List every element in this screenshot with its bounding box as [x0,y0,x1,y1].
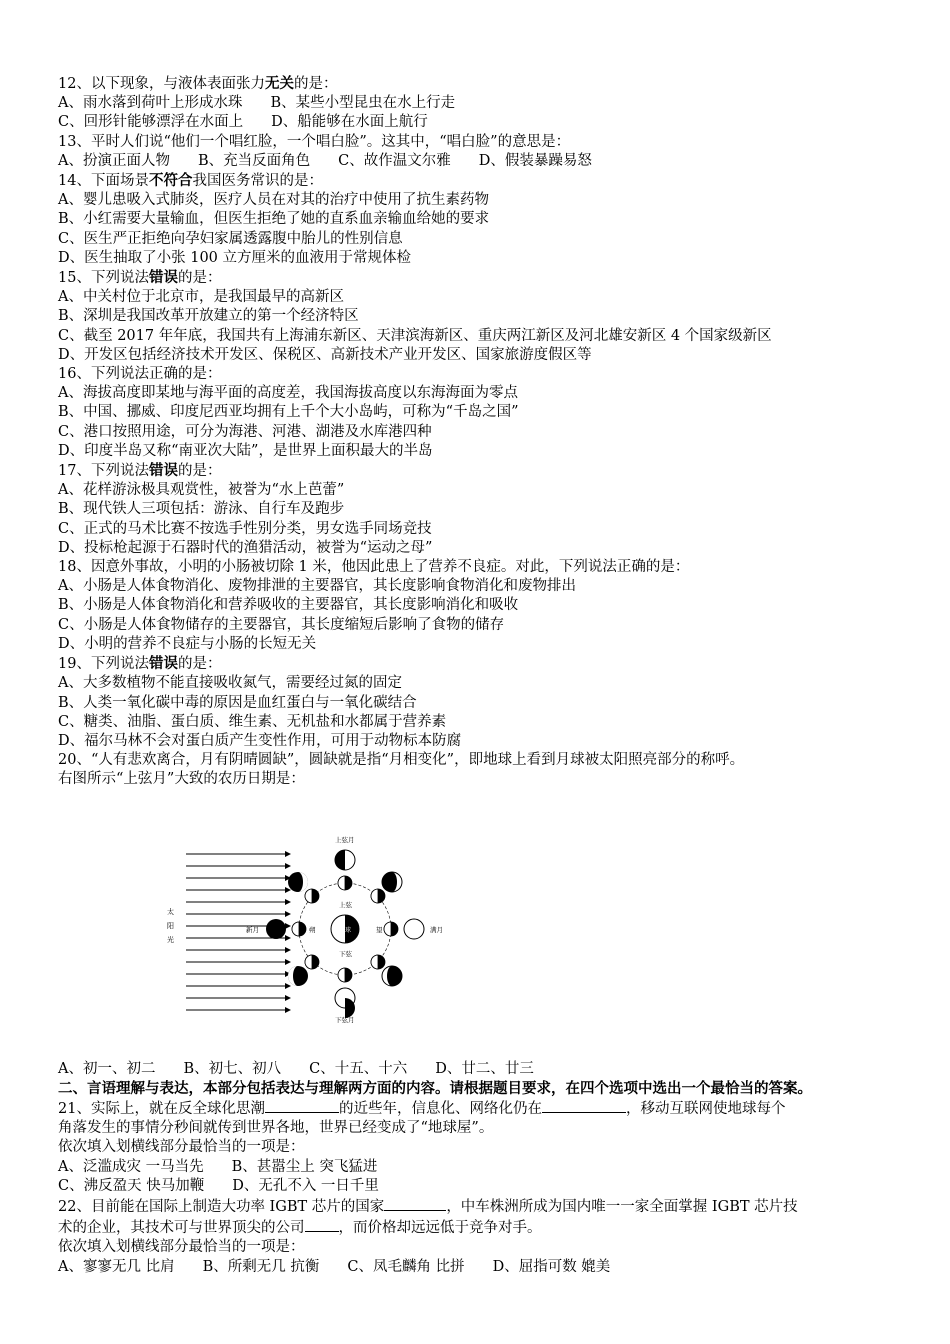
option-a: A、扮演正面人物 [58,152,170,169]
stem-emphasis: 错误 [148,462,178,480]
question-12-stem [58,74,898,94]
moon-icon [371,955,385,969]
label-wang: 望 [376,925,383,934]
first-quarter-moon-icon [335,850,355,870]
question-12-options-ab [58,94,898,113]
stem-text: ，而价格却远远低于竞争对手。 [338,1220,542,1237]
moon-icon [305,955,319,969]
question-18-stem: 18、因意外事故，小明的小肠被切除 1 米，他因此患上了营养不良症。对此，下列说法正确的是： [58,559,690,576]
earth-label: 地球 [339,926,352,934]
question-22-stem-cont [58,1217,898,1238]
stem-text: 的近些年，信息化、网络化仍在 [338,1100,542,1117]
sun-label-3: 光 [167,935,174,944]
option-a: A、大多数植物不能直接吸收氮气，需要经过氮的固定 [58,675,402,692]
option-c: C、凤毛麟角 比拼 [347,1258,465,1275]
stem-text: 12、以下现象，与液体表面张力 [58,76,265,92]
stem-text: 19、下列说法 [58,656,149,673]
stem-text: 的是： [177,463,222,480]
blank-2 [305,1217,339,1232]
question-16-stem: 16、下列说法正确的是： [58,366,222,383]
question-20-options [58,1060,898,1079]
option-b: B、现代铁人三项包括：游泳、自行车及跑步 [58,501,345,518]
question-19-stem [58,654,898,674]
new-moon-icon [266,919,286,939]
question-15-stem [58,268,898,288]
stem-text: 17、下列说法 [58,463,149,480]
sun-label-2: 阳 [167,921,174,930]
stem-text: 我国医务常识的是： [192,173,323,190]
question-17-stem [58,461,898,481]
option-d: D、印度半岛又称“南亚次大陆”，是世界上面积最大的半岛 [58,442,433,459]
option-b: B、小红需要大量输血，但医生拒绝了她的直系血亲输血给她的要求 [58,211,490,228]
option-c: C、回形针能够漂浮在水面上 [58,114,244,131]
blank-1 [265,1098,339,1113]
stem-emphasis: 无关 [264,75,294,92]
option-a: A、雨水落到荷叶上形成水珠 [58,95,243,112]
sun-label-1: 太 [167,907,174,916]
option-d: D、廿二、廿三 [435,1060,534,1077]
option-b: B、人类一氧化碳中毒的原因是血红蛋白与一氧化碳结合 [58,694,417,711]
question-22-ask: 依次填入划横线部分最恰当的一项是： [58,1239,305,1256]
stem-emphasis: 错误 [148,655,178,673]
moon-phase-figure [58,796,658,1056]
stem-text: 14、下面场景 [58,173,149,190]
option-c: C、十五、十六 [309,1060,408,1077]
option-d: D、假装暴躁易怒 [478,152,592,169]
stem-emphasis: 错误 [148,269,178,287]
label-first-quarter: 上弦月 [335,835,355,844]
stem-text: 22、目前能在国际上制造大功率 IGBT 芯片的国家 [58,1198,385,1215]
option-b: B、甚嚣尘上 突飞猛进 [231,1158,378,1175]
option-b: B、深圳是我国改革开放建立的第一个经济特区 [58,308,359,325]
question-13-options [58,152,898,171]
option-b: B、初七、初八 [183,1060,282,1077]
label-xiaxian: 下弦 [339,949,352,958]
option-d: D、屈指可数 媲美 [492,1258,611,1275]
stem-text: 的是： [177,270,222,287]
option-c: C、糖类、油脂、蛋白质、维生素、无机盐和水都属于营养素 [58,713,447,730]
label-last-quarter: 下弦月 [335,1015,355,1024]
option-b: B、中国、挪威、印度尼西亚均拥有上千个大小岛屿，可称为“千岛之国” [58,404,519,421]
option-a: A、小肠是人体食物消化、废物排泄的主要器官，其长度影响食物消化和废物排出 [58,578,576,595]
question-14-stem [58,171,898,191]
option-c: C、正式的马术比赛不按选手性别分类，男女选手同场竞技 [58,520,432,537]
moon-phase-diagram [58,796,658,1056]
option-d: D、无孔不入 一日千里 [232,1177,379,1194]
question-20-stem-cont: 右图所示“上弦月”大致的农历日期是： [58,771,305,788]
question-21-options-cd [58,1177,898,1196]
section-2-title: 二、言语理解与表达，本部分包括表达与理解两方面的内容。请根据题目要求，在四个选项中选出一个最恰当的答案。 [58,1079,812,1097]
stem-text: ，移动互联网使地球每个 [625,1100,786,1117]
stem-text: 21、实际上，就在反全球化思潮 [58,1100,265,1117]
option-c: C、沸反盈天 快马加鞭 [58,1177,205,1194]
stem-text: 15、下列说法 [58,270,149,287]
option-c: C、截至 2017 年年底，我国共有上海浦东新区、天津滨海新区、重庆两江新区及河北雄安新区 4 个国家级新区 [58,327,772,344]
moon-icon [338,968,352,982]
option-d: D、开发区包括经济技术开发区、保税区、高新技术产业开发区、国家旅游度假区等 [58,346,592,363]
label-shangxian: 上弦 [339,900,352,909]
option-c: C、故作温文尔雅 [338,152,451,169]
document-page [58,74,898,1277]
option-d: D、船能够在水面上航行 [271,114,428,131]
stem-emphasis: 不符合 [148,172,193,190]
last-quarter-moon-icon [335,988,355,1018]
question-13-stem: 13、平时人们说“他们一个唱红脸，一个唱白脸”。这其中，“唱白脸”的意思是： [58,133,571,150]
stem-text: 的是： [177,656,222,673]
option-b: B、某些小型昆虫在水上行走 [270,95,456,112]
question-12-options-cd [58,113,898,132]
moon-icon [384,922,398,936]
waning-gibbous-moon-icon [382,966,402,986]
option-d: D、医生抽取了小张 100 立方厘米的血液用于常规体检 [58,249,412,266]
moon-icon [292,922,306,936]
option-c: C、港口按照用途，可分为海港、河港、湖港及水库港四种 [58,423,432,440]
stem-text: 的是： [293,76,338,92]
label-full-moon: 满月 [430,925,443,934]
waxing-gibbous-moon-icon [382,872,402,892]
question-21-ask: 依次填入划横线部分最恰当的一项是： [58,1139,305,1156]
blank-2 [542,1098,626,1113]
option-b: B、所剩无几 抗衡 [202,1258,320,1275]
full-moon-icon [404,919,424,939]
question-21-options-ab [58,1158,898,1177]
waning-crescent-moon-icon [288,966,308,986]
option-d: D、福尔马林不会对蛋白质产生变性作用，可用于动物标本防腐 [58,732,462,749]
option-b: B、充当反面角色 [197,152,311,169]
question-20-stem: 20、“人有悲欢离合，月有阴晴圆缺”，圆缺就是指“月相变化”，即地球上看到月球被太阳照亮部分的称呼。 [58,752,745,769]
option-a: A、初一、初二 [58,1060,156,1077]
question-22-stem [58,1196,898,1217]
question-21-stem-cont: 角落发生的事情分秒间就传到世界各地，世界已经变成了“地球屋”。 [58,1120,494,1137]
option-a: A、海拔高度即某地与海平面的高度差，我国海拔高度以东海海面为零点 [58,385,518,402]
moon-icon [305,889,319,903]
option-a: A、寥寥无几 比肩 [58,1258,175,1275]
option-a: A、婴儿患吸入式肺炎，医疗人员在对其的治疗中使用了抗生素药物 [58,192,489,209]
question-21-stem [58,1098,898,1119]
option-c: C、医生严正拒绝向孕妇家属透露腹中胎儿的性别信息 [58,230,403,247]
option-a: A、泛滥成灾 一马当先 [58,1158,204,1175]
moon-icon [371,889,385,903]
option-b: B、小肠是人体食物消化和营养吸收的主要器官，其长度影响消化和吸收 [58,597,519,614]
moon-icon [338,876,352,890]
option-a: A、中关村位于北京市，是我国最早的高新区 [58,289,344,306]
question-22-options [58,1258,898,1277]
option-d: D、小明的营养不良症与小肠的长短无关 [58,635,317,652]
waxing-crescent-moon-icon [288,872,308,892]
label-new-moon: 新月 [246,925,259,934]
blank-1 [384,1196,446,1211]
option-c: C、小肠是人体食物储存的主要器官，其长度缩短后影响了食物的储存 [58,616,505,633]
option-d: D、投标枪起源于石器时代的渔猎活动，被誉为“运动之母” [58,539,433,556]
stem-text: 术的企业，其技术可与世界顶尖的公司 [58,1220,305,1237]
stem-text: ，中车株洲所成为国内唯一一家全面掌握 IGBT 芯片技 [446,1198,798,1215]
option-a: A、花样游泳极具观赏性，被誉为“水上芭蕾” [58,482,345,499]
label-shuo: 朔 [309,925,316,934]
